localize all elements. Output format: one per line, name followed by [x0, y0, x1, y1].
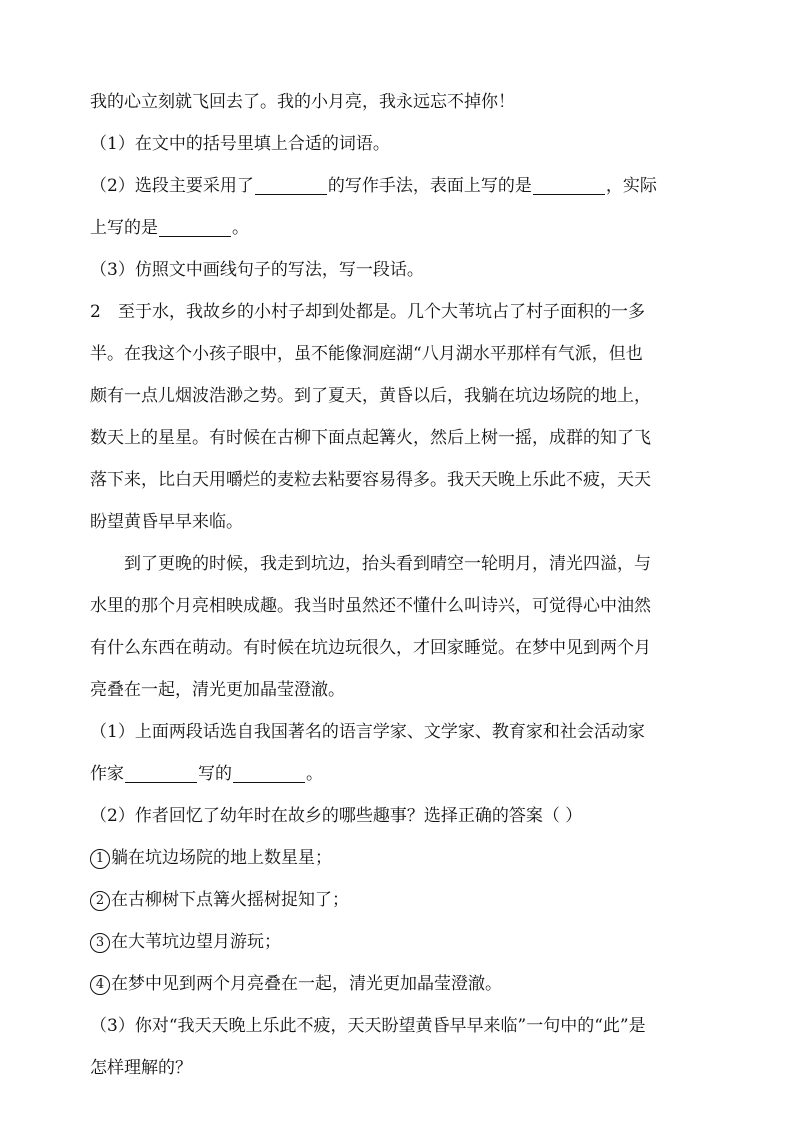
option-marker: 4 [90, 975, 110, 995]
question-1-2-text-a: （2）选段主要采用了 [90, 176, 254, 196]
option-marker: 1 [90, 849, 110, 869]
passage-2-line: 半。在我这个小孩子眼中，虽不能像洞庭湖“八月湖水平那样有气派，但也 [90, 344, 643, 364]
passage-closing-line: 我的心立刻就飞回去了。我的小月亮，我永远忘不掉你！ [90, 92, 515, 112]
question-1-2-line1 [90, 165, 710, 207]
question-2-1-line1: （1）上面两段话选自我国著名的语言学家、文学家、教育家和社会活动家 [90, 722, 645, 742]
question-1-3: （3）仿照文中画线句子的写法，写一段话。 [90, 260, 424, 280]
question-2-3-line1: （3）你对“我天天晚上乐此不疲，天天盼望黄昏早早来临”一句中的“此”是 [90, 1016, 646, 1036]
question-1-2-text-c: ，实际 [605, 176, 657, 196]
section-number: 2 [90, 302, 101, 322]
question-2-2: （2）作者回忆了幼年时在故乡的哪些趣事？选择正确的答案（ ） [90, 806, 583, 826]
passage-2-line: 颇有一点儿烟波浩渺之势。到了夏天，黄昏以后，我躺在坑边场院的地上， [90, 386, 651, 406]
question-2-3-line2: 怎样理解的？ [90, 1058, 192, 1078]
passage-3-line: 到了更晚的时候，我走到坑边，抬头看到晴空一轮明月，清光四溢，与 [124, 554, 651, 574]
question-1-2-text-b: 的写作手法，表面上写的是 [327, 176, 532, 196]
option-text: 在大苇坑边望月游玩； [111, 932, 281, 952]
question-2-1-text-c: 。 [306, 764, 323, 784]
answer-blank-technique[interactable] [255, 176, 327, 195]
option-text: 在古柳树下点篝火摇树捉知了； [111, 890, 349, 910]
option-marker: 2 [90, 891, 110, 911]
option-1 [90, 837, 710, 879]
section-2-line-1 [90, 291, 710, 333]
answer-blank-surface-topic[interactable] [533, 176, 605, 195]
question-1-1: （1）在文中的括号里填上合适的词语。 [90, 134, 390, 154]
worksheet-page [90, 81, 710, 1089]
question-1-2-line2 [90, 207, 710, 249]
passage-2-line: 盼望黄昏早早来临。 [90, 512, 243, 532]
passage-3-line: 水里的那个月亮相映成趣。我当时虽然还不懂什么叫诗兴，可觉得心中油然 [90, 596, 651, 616]
passage-3-line: 有什么东西在萌动。有时候在坑边玩很久，才回家睡觉。在梦中见到两个月 [90, 638, 651, 658]
question-2-1-text-a: 作家 [90, 764, 124, 784]
answer-blank-actual-topic[interactable] [159, 218, 231, 237]
passage-2-line: 数天上的星星。有时候在古柳下面点起篝火，然后上树一摇，成群的知了飞 [90, 428, 651, 448]
option-marker: 3 [90, 933, 110, 953]
option-4 [90, 963, 710, 1005]
question-2-1-line2 [90, 753, 710, 795]
question-1-2-text-e: 。 [232, 218, 249, 238]
answer-blank-title[interactable] [233, 764, 305, 783]
question-2-1-text-b: 写的 [198, 764, 232, 784]
answer-blank-author[interactable] [125, 764, 197, 783]
passage-2-text: 至于水，我故乡的小村子却到处都是。几个大苇坑占了村子面积的一多 [118, 302, 645, 322]
option-2 [90, 879, 710, 921]
option-text: 躺在坑边场院的地上数星星； [111, 848, 332, 868]
option-text: 在梦中见到两个月亮叠在一起，清光更加晶莹澄澈。 [111, 974, 502, 994]
question-1-2-text-d: 上写的是 [90, 218, 158, 238]
option-3 [90, 921, 710, 963]
passage-2-line: 落下来，比白天用嚼烂的麦粒去粘要容易得多。我天天晚上乐此不疲，天天 [90, 470, 651, 490]
passage-3-line: 亮叠在一起，清光更加晶莹澄澈。 [90, 680, 345, 700]
